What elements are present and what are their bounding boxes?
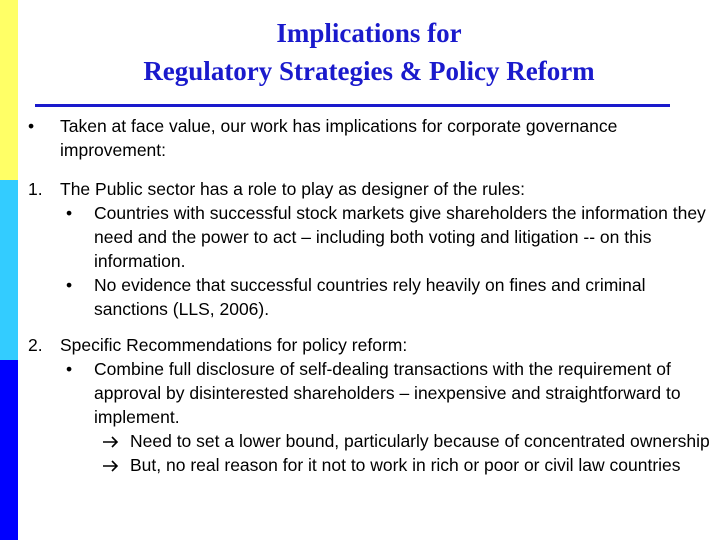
sidebar-cyan-band (0, 180, 18, 360)
intro-item (28, 114, 716, 162)
title-line-2: Regulatory Strategies & Policy Reform (143, 56, 595, 86)
point-2-sub-1 (66, 357, 716, 429)
point-1-sub-1 (66, 201, 716, 273)
point-2-arrow-2 (102, 453, 716, 477)
point-1-text: The Public sector has a role to play as designer of the rules: (60, 179, 525, 199)
point-1-sub-2-text: No evidence that successful countries rely heavily on fines and criminal sanctions (LLS, 2006). (94, 275, 646, 319)
arrow-right-icon (102, 429, 120, 455)
point-2-arrow-1 (102, 429, 716, 453)
title-underline (35, 104, 670, 107)
point-2-number: 2. (28, 335, 43, 355)
point-2-text: Specific Recommendations for policy reform: (60, 335, 408, 355)
sub-bullet-marker: • (66, 275, 73, 295)
point-2-arrow-2-text: But, no real reason for it not to work in rich or poor or civil law countries (130, 455, 681, 475)
point-1 (28, 177, 716, 201)
point-1-sub-2 (66, 273, 716, 321)
sub-bullet-marker: • (66, 203, 73, 223)
sub-bullet-marker: • (66, 359, 73, 379)
slide-body (28, 114, 716, 477)
bullet-marker: • (28, 116, 35, 136)
sidebar-blue-band (0, 360, 18, 540)
point-1-number: 1. (28, 179, 43, 199)
point-2 (28, 333, 716, 357)
point-1-sub-1-text: Countries with successful stock markets give shareholders the information they need and the power to act – including both voting and litigation -- on this information. (94, 203, 706, 271)
slide-title (18, 14, 720, 90)
point-2-sub-1-text: Combine full disclosure of self-dealing transactions with the requirement of approval by disinterested shareholders – inexpensive and straightforward to implement. (94, 359, 681, 427)
intro-text: Taken at face value, our work has implications for corporate governance improvement: (60, 116, 618, 160)
arrow-right-icon (102, 453, 120, 479)
decorative-sidebar (0, 0, 18, 540)
point-2-arrow-1-text: Need to set a lower bound, particularly because of concentrated ownership (130, 431, 710, 451)
title-line-1: Implications for (276, 18, 462, 48)
sidebar-yellow-band (0, 0, 18, 180)
